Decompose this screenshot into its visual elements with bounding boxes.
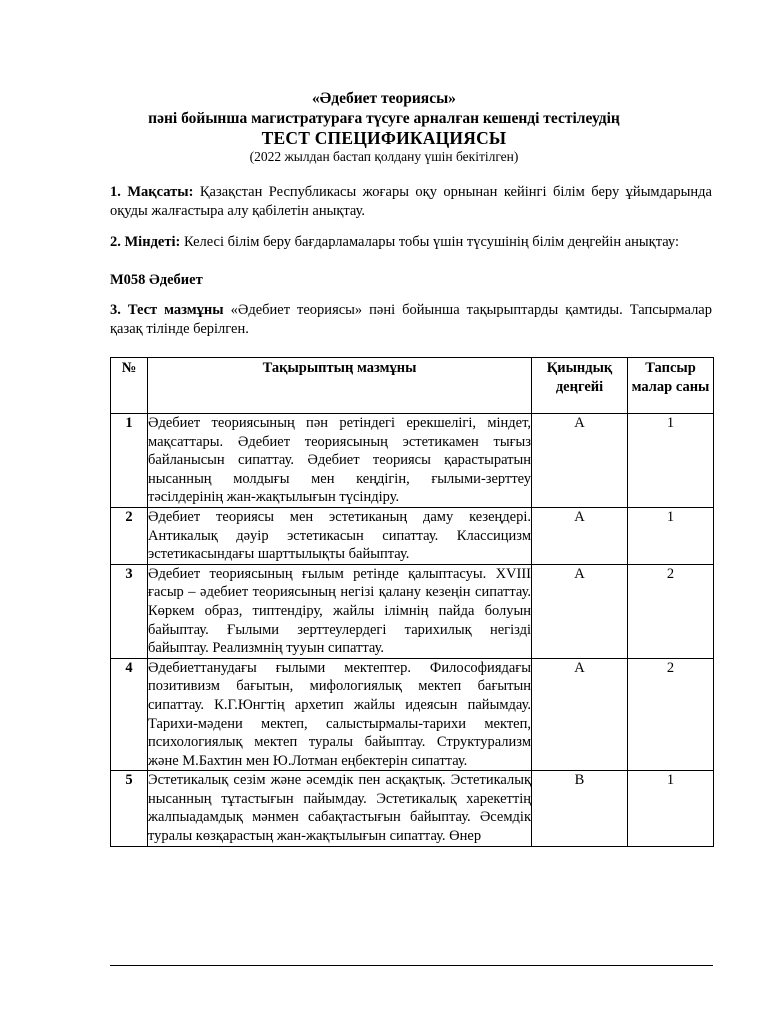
header-content: Тақырыптың мазмұны [148,358,532,414]
table-row [111,507,714,564]
section-content-label: 3. Тест мазмұны [110,302,224,318]
row-content: Әдебиеттанудағы ғылыми мектептер. Философиядағы позитивизм бағытын, мифологиялық мектеп бағытын сипаттау. К.Г.Юнгтің архетип жайлы идеясын пайымдау. Тарихи-мәдени мектеп, салыстырмалы-тарихи мектеп, психологиялық мектеп туралы байыптау. Структурализм және М.Бахтин мен Ю.Лотман еңбектерін сипаттау. [148,658,532,771]
row-level: A [532,658,628,771]
section-task-label: 2. Міндеті: [110,234,181,250]
table-row [111,771,714,846]
row-level: A [532,507,628,564]
section-goal-label: 1. Мақсаты: [110,184,194,200]
header-level: Қиындық деңгейі [532,358,628,414]
row-level: A [532,414,628,508]
row-content: Эстетикалық сезім және әсемдік пен асқақтық. Эстетикалық нысанның тұтастығын пайымдау. Эстетикалық харекеттің жалпыадамдық мәнмен сабақтастығын байыптау. Әсемдік туралы көзқарастың жан-жақтылығын сипаттау. Өнер [148,771,532,846]
table-row [111,564,714,658]
row-num: 2 [111,507,148,564]
row-content: Әдебиет теориясы мен эстетиканың даму кезеңдері. Антикалық дәуір эстетикасын сипаттау. Классицизм эстетикасындағы шарттылықты байыптау. [148,507,532,564]
table-row [111,658,714,771]
row-num: 4 [111,658,148,771]
header-count: Тапсыр малар саны [628,358,714,414]
header-num: № [111,358,148,414]
table-header-row [111,358,714,414]
section-content-text: «Әдебиет теориясы» пәні бойынша тақырыптарды қамтиды. Тапсырмалар қазақ тілінде берілген. [110,302,712,337]
section-task-text: Келесі білім беру бағдарламалары тобы үшін түсушінің білім деңгейін анықтау: [180,234,679,250]
table-bottom-border [110,965,713,966]
document-title: ТЕСТ СПЕЦИФИКАЦИЯСЫ [261,128,507,148]
row-level: A [532,564,628,658]
subject-title: «Әдебиет теориясы» [312,90,456,107]
row-count: 2 [628,564,714,658]
row-count: 1 [628,414,714,508]
row-count: 1 [628,507,714,564]
section-goal-text: Қазақстан Республикасы жоғары оқу орнынан кейінгі білім беру ұйымдарында оқуды жалғастыра алу қабілетін анықтау. [110,184,712,219]
row-content: Әдебиет теориясының пән ретіндегі ерекшелігі, міндет, мақсаттары. Әдебиет теориясының эстетикамен тығыз байланысын сипаттау. Әдебиет теориясы қарастыратын нысанның молдығы мен кеңдігін, ғылыми-зерттеу тәсілдерінің жан-жақтылығын түсіндіру. [148,414,532,508]
row-num: 1 [111,414,148,508]
document-purpose-line: пәні бойынша магистратураға түсуге арналған кешенді тестілеудің [148,110,620,127]
approval-note: (2022 жылдан бастап қолдану үшін бекітілген) [249,149,519,164]
table-row [111,414,714,508]
row-level: B [532,771,628,846]
spec-table [110,357,714,847]
row-content: Әдебиет теориясының ғылым ретінде қалыптасуы. XVIII ғасыр – әдебиет теориясының негізі қалану кезеңін сипаттау. Көркем образ, типтендіру, жайлы ілімнің пайда болуын байыптау. Ғылыми зерттеулердегі тарихилық негізді байыптау. Реализмнің тууын сипаттау. [148,564,532,658]
row-count: 2 [628,658,714,771]
row-num: 3 [111,564,148,658]
row-count: 1 [628,771,714,846]
program-code: М058 Әдебиет [110,272,203,288]
row-num: 5 [111,771,148,846]
